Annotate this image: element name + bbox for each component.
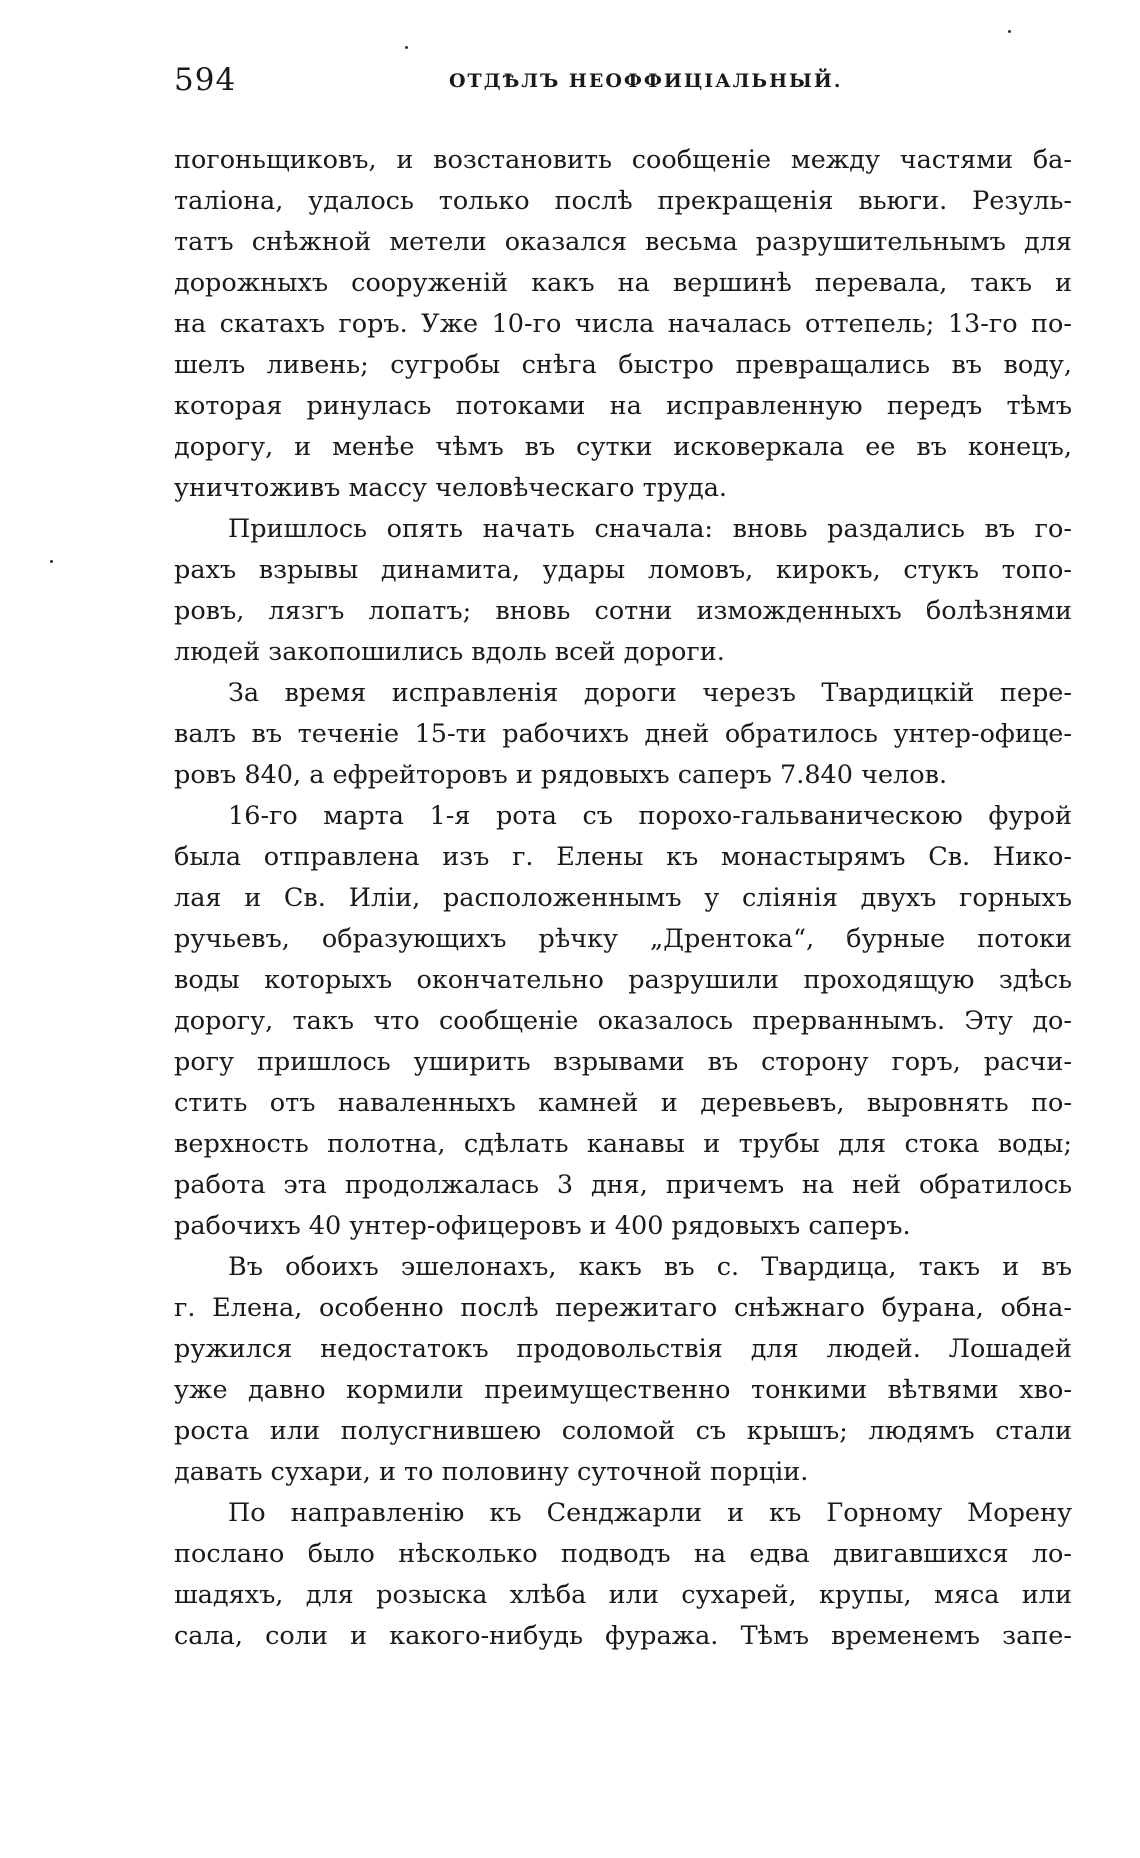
running-head: ОТДѢЛЪ НЕОФФИЦІАЛЬНЫЙ. [449, 70, 843, 92]
text-line: рабочихъ 40 унтер-офицеровъ и 400 рядовыхъ саперъ. [174, 1211, 911, 1241]
text-line: шадяхъ, для розыска хлѣба или сухарей, крупы, мяса или [174, 1580, 1072, 1610]
text-line: дорожныхъ сооруженій какъ на вершинѣ перевала, такъ и [174, 268, 1072, 298]
text-line: роста или полусгнившею соломой съ крышъ; людямъ стали [174, 1416, 1072, 1446]
text-line: ружился недостатокъ продовольствія для людей. Лошадей [174, 1334, 1072, 1364]
text-line: таліона, удалось только послѣ прекращенія вьюги. Резуль- [174, 186, 1072, 216]
text-line: уничтоживъ массу человѣческаго труда. [174, 473, 728, 503]
print-speck [1008, 30, 1011, 33]
text-line: послано было нѣсколько подводъ на едва двигавшихся ло- [174, 1539, 1072, 1569]
text-line: рахъ взрывы динамита, удары ломовъ, кирокъ, стукъ топо- [174, 555, 1072, 585]
text-line: погоньщиковъ, и возстановить сообщеніе между частями ба- [174, 145, 1072, 175]
paragraph [174, 1493, 1072, 1657]
text-line: 16-го марта 1-я рота съ порохо-гальваническою фурой [228, 801, 1072, 831]
text-line: верхность полотна, сдѣлать канавы и трубы для стока воды; [174, 1129, 1072, 1159]
text-line: За время исправленія дороги черезъ Твардицкій пере- [228, 678, 1072, 708]
text-line: По направленію къ Сенджарли и къ Горному Морену [228, 1498, 1072, 1528]
text-line: была отправлена изъ г. Елены къ монастырямъ Св. Нико- [174, 842, 1072, 872]
text-line: Въ обоихъ эшелонахъ, какъ въ с. Твардица, такъ и въ [228, 1252, 1072, 1282]
text-line: лая и Св. Иліи, расположеннымъ у сліянія двухъ горныхъ [174, 883, 1072, 913]
text-line: г. Елена, особенно послѣ пережитаго снѣжнаго бурана, обна- [174, 1293, 1072, 1323]
print-speck [50, 560, 53, 563]
text-line: дорогу, такъ что сообщеніе оказалось прерваннымъ. Эту до- [174, 1006, 1072, 1036]
text-line: ручьевъ, образующихъ рѣчку „Дрентока“, бурные потоки [174, 924, 1072, 954]
page-header [174, 62, 1074, 102]
text-line: Пришлось опять начать сначала: вновь раздались въ го- [228, 514, 1072, 544]
text-line: стить отъ наваленныхъ камней и деревьевъ, выровнять по- [174, 1088, 1072, 1118]
text-line: на скатахъ горъ. Уже 10-го числа началась оттепель; 13-го по- [174, 309, 1072, 339]
text-line: дорогу, и менѣе чѣмъ въ сутки исковеркала ее въ конецъ, [174, 432, 1072, 462]
paragraph [174, 796, 1072, 1247]
text-line: татъ снѣжной метели оказался весьма разрушительнымъ для [174, 227, 1072, 257]
text-line: валъ въ теченіе 15-ти рабочихъ дней обратилось унтер-офице- [174, 719, 1072, 749]
text-line: работа эта продолжалась 3 дня, причемъ на ней обратилось [174, 1170, 1072, 1200]
text-line: уже давно кормили преимущественно тонкими вѣтвями хво- [174, 1375, 1072, 1405]
text-line: сала, соли и какого-нибудь фуража. Тѣмъ временемъ запе- [174, 1621, 1072, 1651]
body-text [174, 140, 1072, 1657]
text-line: шелъ ливень; сугробы снѣга быстро превращались въ воду, [174, 350, 1072, 380]
text-line: которая ринулась потоками на исправленную передъ тѣмъ [174, 391, 1072, 421]
paragraph [174, 673, 1072, 796]
paragraph [174, 1247, 1072, 1493]
text-line: давать сухари, и то половину суточной порціи. [174, 1457, 809, 1487]
text-line: воды которыхъ окончательно разрушили проходящую здѣсь [174, 965, 1072, 995]
paragraph [174, 140, 1072, 509]
text-line: людей закопошились вдоль всей дороги. [174, 637, 725, 667]
print-speck [405, 46, 408, 49]
paragraph [174, 509, 1072, 673]
text-line: ровъ, лязгъ лопатъ; вновь сотни изможденныхъ болѣзнями [174, 596, 1072, 626]
text-line: рогу пришлось уширить взрывами въ сторону горъ, расчи- [174, 1047, 1072, 1077]
page-number: 594 [174, 62, 237, 98]
text-line: ровъ 840, а ефрейторовъ и рядовыхъ саперъ 7.840 челов. [174, 760, 948, 790]
